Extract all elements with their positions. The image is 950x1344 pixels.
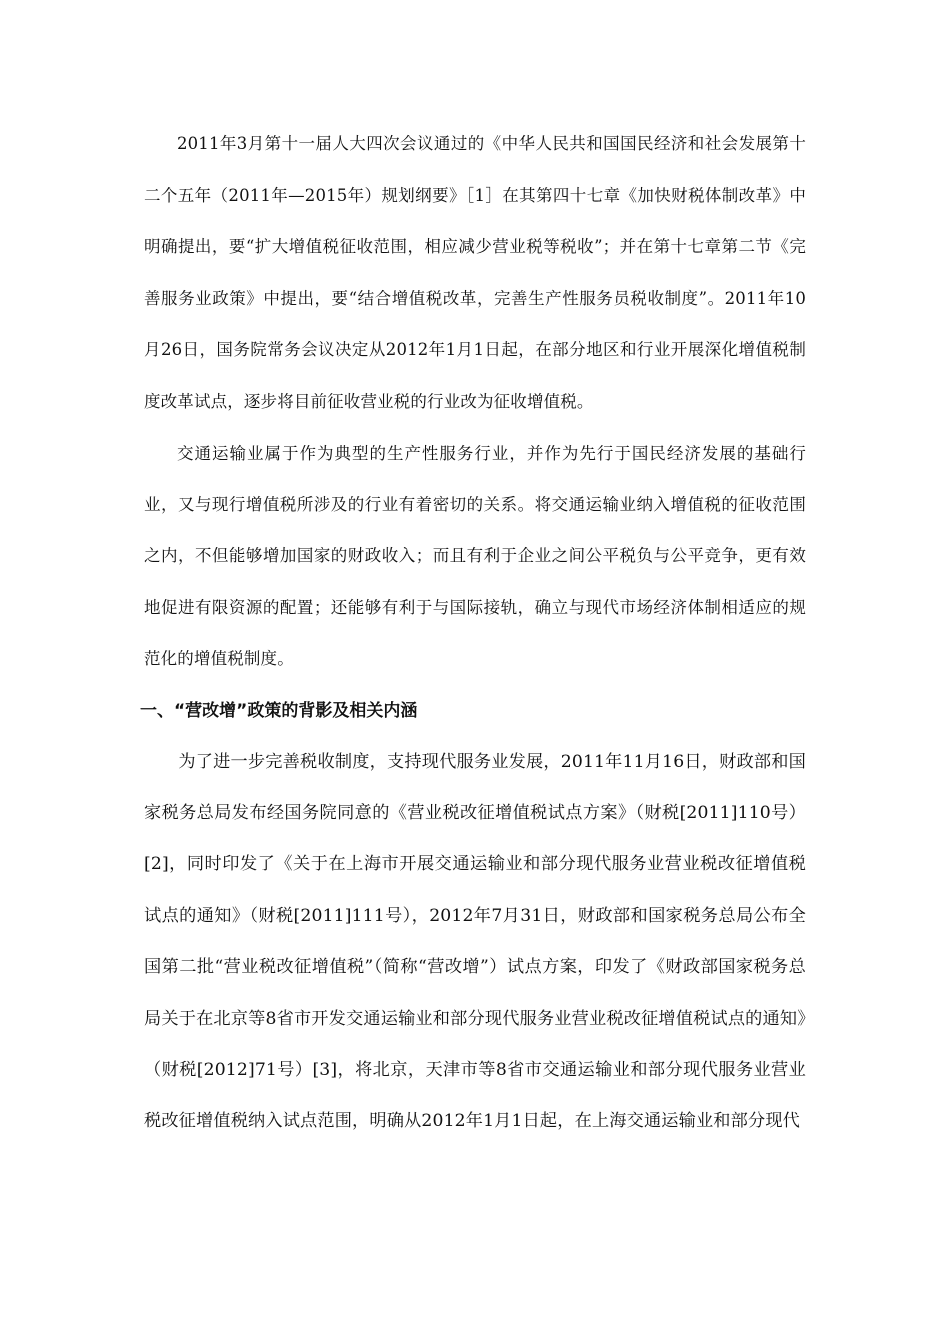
body-paragraph: 为了进一步完善税收制度，支持现代服务业发展，2011年11月16日，财政部和国家税务总局发布经国务院同意的《营业税改征增值税试点方案》（财税[2011]110号）[2]，同时印发了《关于在上海市开展交通运输业和部分现代服务业营业税改征增值税试点的通知》（财税[2011]111号），2012年7月31日，财政部和国家税务总局公布全国第二批“营业税改征增值税”（简称“营改增”）试点方案，印发了《财政部国家税务总局关于在北京等8省市开发交通运输业和部分现代服务业营业税改征增值税试点的通知》（财税[2012]71号）[3]，将北京，天津市等8省市交通运输业和部分现代服务业营业税改征增值税纳入试点范围，明确从2012年1月1日起，在上海交通运输业和部分现代 <box>144 751 806 1132</box>
document-body <box>140 118 806 1148</box>
section-heading: 一、“营改增”政策的背影及相关内涵 <box>140 700 418 721</box>
body-paragraph: 交通运输业属于作为典型的生产性服务行业，并作为先行于国民经济发展的基础行业，又与现行增值税所涉及的行业有着密切的关系。将交通运输业纳入增值税的征收范围之内，不但能够增加国家的财政收入；而且有利于企业之间公平税负与公平竞争，更有效地促进有限资源的配置；还能够有利于与国际接轨，确立与现代市场经济体制相适应的规范化的增值税制度。 <box>144 443 806 669</box>
body-paragraph: 2011年3月第十一届人大四次会议通过的《中华人民共和国国民经济和社会发展第十二个五年（2011年—2015年）规划纲要》［1］在其第四十七章《加快财税体制改革》中明确提出，要“扩大增值税征收范围，相应减少营业税等税收”；并在第十七章第二节《完善服务业政策》中提出，要“结合增值税改革，完善生产性服务员税收制度”。2011年10月26日，国务院常务会议决定从2012年1月1日起，在部分地区和行业开展深化增值税制度改革试点，逐步将目前征收营业税的行业改为征收增值税。 <box>144 134 806 411</box>
